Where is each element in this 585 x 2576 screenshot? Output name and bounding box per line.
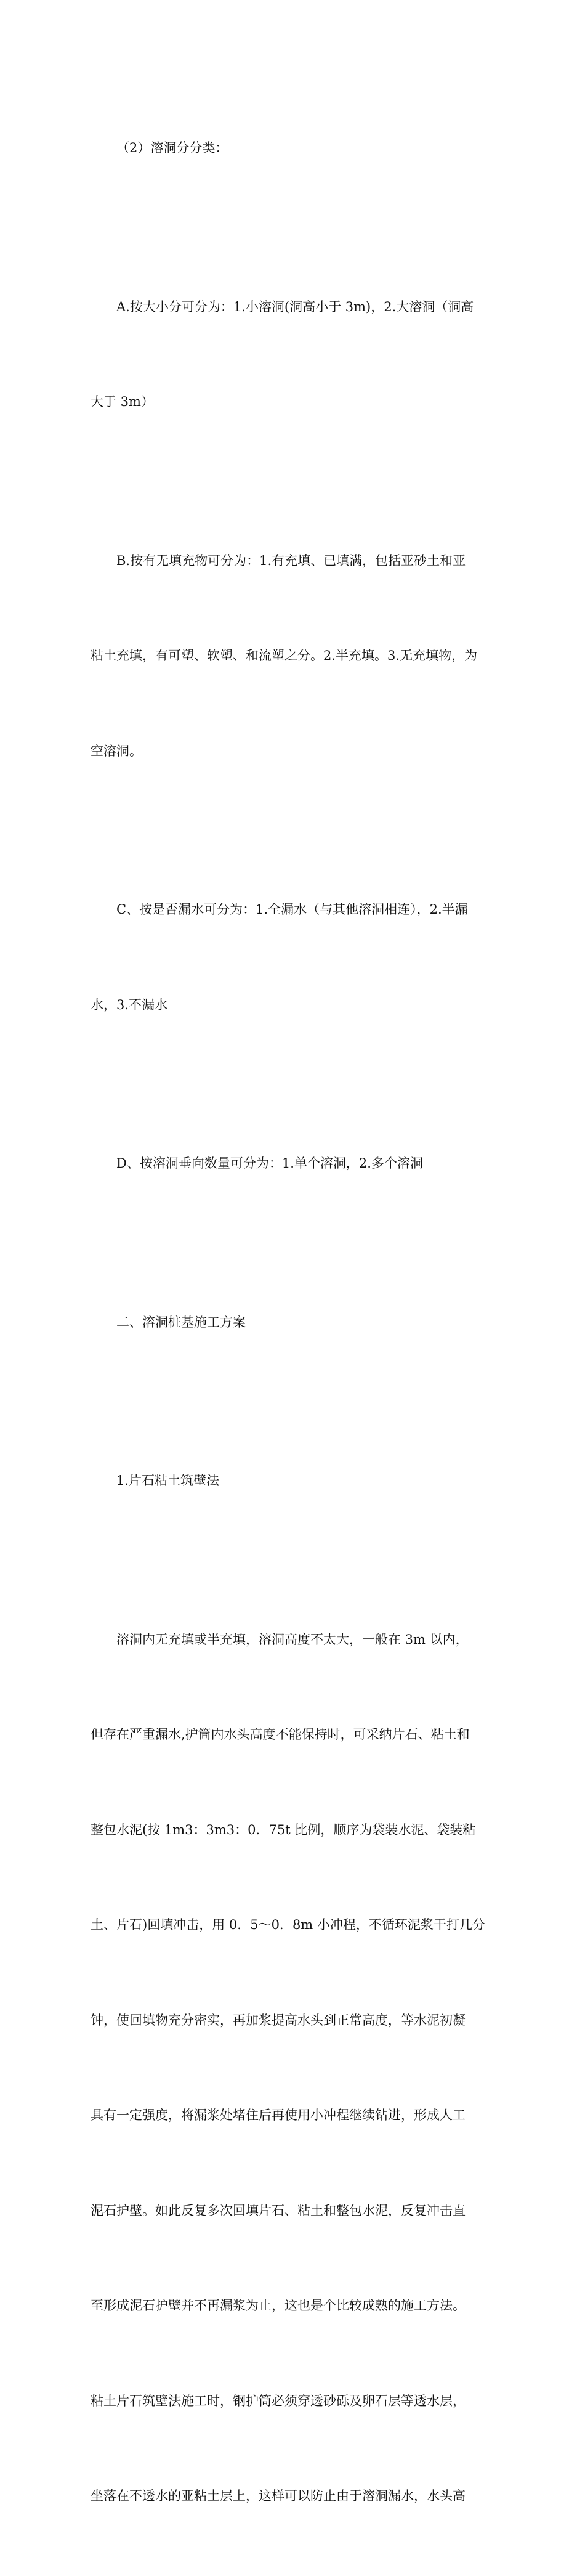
text-line: 二、溶洞桩基施工方案: [116, 1314, 246, 1330]
text-line: 坐落在不透水的亚粘土层上，这样可以防止由于溶洞漏水，水头高: [91, 2489, 466, 2503]
paragraph-size-classification: [91, 228, 499, 482]
text-line: 水，3.不漏水: [91, 997, 168, 1012]
text-line: 整包水泥(按 1m3：3m3：0．75t 比例，顺序为袋装水泥、袋装粘: [91, 1822, 476, 1837]
subsection-heading-rubble-clay-wall: [91, 1402, 499, 1561]
text-line: 泥石护壁。如此反复多次回填片石、粘土和整包水泥，反复冲击直: [91, 2203, 466, 2218]
section-heading-construction-plan: [91, 1243, 499, 1402]
text-line: 空溶洞。: [91, 743, 142, 758]
text-line: C、按是否漏水可分为：1.全漏水（与其他溶洞相连），2.半漏: [116, 902, 468, 917]
text-line: 1.片石粘土筑壁法: [116, 1473, 220, 1488]
paragraph-classification-heading: [91, 69, 499, 228]
text-line: 但存在严重漏水,护筒内水头高度不能保持时，可采纳片石、粘土和: [91, 1727, 470, 1742]
document-body: [91, 69, 499, 2576]
text-line: 粘土充填，有可塑、软塑、和流塑之分。2.半充填。3.无充填物，为: [91, 648, 478, 663]
text-line: D、按溶洞垂向数量可分为：1.单个溶洞，2.多个溶洞: [116, 1156, 423, 1171]
paragraph-method-description: [91, 1561, 499, 2576]
text-line: B.按有无填充物可分为：1.有充填、已填满，包括亚砂土和亚: [116, 553, 466, 568]
text-line: 大于 3m）: [91, 394, 154, 409]
paragraph-vertical-count-classification: [91, 1084, 499, 1243]
text-line: 具有一定强度，将漏浆处堵住后再使用小冲程继续钻进，形成人工: [91, 2108, 466, 2123]
text-line: 粘土片石筑壁法施工时，钢护筒必须穿透砂砾及卵石层等透水层，: [91, 2393, 466, 2408]
text-line: 溶洞内无充填或半充填，溶洞高度不太大，一般在 3m 以内，: [116, 1631, 469, 1647]
text-line: 土、片石)回填冲击，用 0．5～0．8m 小冲程，不循环泥浆干打几分: [91, 1917, 485, 1932]
text-line: 至形成泥石护壁并不再漏浆为止，这也是个比较成熟的施工方法。: [91, 2298, 466, 2313]
text-line: 钟，使回填物充分密实，再加浆提高水头到正常高度，等水泥初凝: [91, 2012, 466, 2028]
text-line: （2）溶洞分分类：: [116, 140, 228, 155]
paragraph-leakage-classification: [91, 831, 499, 1084]
text-line: A.按大小分可分为：1.小溶洞(洞高小于 3m)，2.大溶洞（洞高: [116, 299, 474, 314]
paragraph-fill-classification: [91, 482, 499, 831]
